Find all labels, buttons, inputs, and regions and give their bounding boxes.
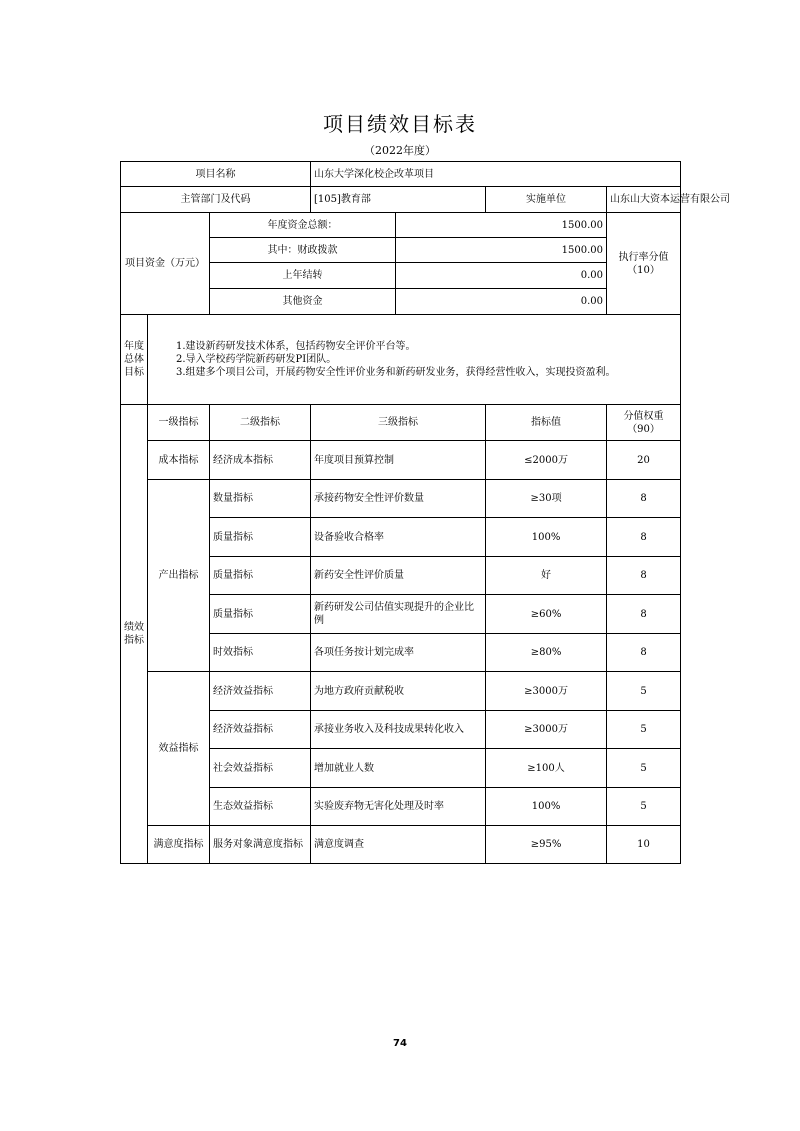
- indicator-level2: 生态效益指标: [210, 788, 311, 826]
- indicator-value: ≥30项: [486, 480, 607, 518]
- group-benefit: 效益指标: [148, 672, 210, 826]
- table-row: [121, 480, 681, 518]
- indicator-value: 100%: [486, 788, 607, 826]
- funds-label: 项目资金（万元）: [121, 213, 210, 315]
- indicator-level2: 时效指标: [210, 634, 311, 672]
- indicator-weight: 8: [607, 518, 681, 557]
- indicator-level3: 为地方政府贡献税收: [311, 672, 486, 711]
- execution-rate-label: 执行率分值: [618, 251, 669, 263]
- project-name-value: 山东大学深化校企改革项目: [311, 162, 681, 187]
- overall-goal-row: [121, 315, 681, 405]
- indicator-level2: 数量指标: [210, 480, 311, 518]
- indicator-value: 100%: [486, 518, 607, 557]
- indicator-level2: 经济成本指标: [210, 441, 311, 480]
- indicator-weight: 5: [607, 672, 681, 711]
- indicator-value: ≥3000万: [486, 672, 607, 711]
- indicator-weight: 20: [607, 441, 681, 480]
- performance-goal-table-wrapper: [120, 161, 731, 864]
- header-level3: 三级指标: [311, 405, 486, 441]
- indicator-level3: 设备验收合格率: [311, 518, 486, 557]
- indicator-weight: 5: [607, 749, 681, 788]
- indicator-weight: 10: [607, 826, 681, 864]
- indicator-level3: 新药安全性评价质量: [311, 557, 486, 595]
- indicator-level3: 承接药物安全性评价数量: [311, 480, 486, 518]
- indicator-level3: 年度项目预算控制: [311, 441, 486, 480]
- indicator-weight: 8: [607, 634, 681, 672]
- funds-fiscal-label: 其中：财政拨款: [210, 238, 396, 263]
- goal-item: 1.建设新药研发技术体系，包括药物安全评价平台等。: [176, 341, 416, 352]
- page-number: 74: [393, 1038, 407, 1049]
- funds-total-value: 1500.00: [396, 213, 607, 238]
- indicator-level3: 实验废弃物无害化处理及时率: [311, 788, 486, 826]
- header-value: 指标值: [486, 405, 607, 441]
- indicator-weight: 5: [607, 711, 681, 749]
- group-output: 产出指标: [148, 480, 210, 672]
- indicator-value: ≥80%: [486, 634, 607, 672]
- indicator-value: ≤2000万: [486, 441, 607, 480]
- indicator-level2: 质量指标: [210, 518, 311, 557]
- indicator-header-row: [121, 405, 681, 441]
- funds-total-label: 年度资金总额：: [210, 213, 396, 238]
- table-row: [121, 441, 681, 480]
- funds-carryover-value: 0.00: [396, 263, 607, 289]
- indicator-level2: 服务对象满意度指标: [210, 826, 311, 864]
- group-satisfaction: 满意度指标: [148, 826, 210, 864]
- header-level1: 一级指标: [148, 405, 210, 441]
- department-label: 主管部门及代码: [121, 187, 311, 213]
- group-cost: 成本指标: [148, 441, 210, 480]
- indicator-weight: 8: [607, 557, 681, 595]
- department-value: [105]教育部: [311, 187, 486, 213]
- indicator-level2: 社会效益指标: [210, 749, 311, 788]
- indicator-value: ≥95%: [486, 826, 607, 864]
- indicator-level3: 各项任务按计划完成率: [311, 634, 486, 672]
- indicator-value: ≥60%: [486, 595, 607, 634]
- implementing-unit-label: 实施单位: [486, 187, 607, 213]
- goal-item: 3.组建多个项目公司，开展药物安全性评价业务和新药研发业务，获得经营性收入，实现投资盈利。: [176, 367, 616, 378]
- indicator-level3: 增加就业人数: [311, 749, 486, 788]
- funds-fiscal-value: 1500.00: [396, 238, 607, 263]
- performance-goal-table: [120, 161, 731, 864]
- funds-carryover-label: 上年结转: [210, 263, 396, 289]
- execution-rate-cell: [607, 213, 681, 315]
- page-title: 项目绩效目标表: [323, 112, 477, 136]
- indicator-level2: 经济效益指标: [210, 672, 311, 711]
- overall-goal-text: [148, 315, 681, 405]
- indicator-level3: 新药研发公司估值实现提升的企业比例: [311, 595, 486, 634]
- project-name-row: [121, 162, 681, 187]
- header-level2: 二级指标: [210, 405, 311, 441]
- funds-total-row: [121, 213, 681, 238]
- indicator-value: ≥100人: [486, 749, 607, 788]
- indicator-weight: 5: [607, 788, 681, 826]
- indicators-section-label: 绩效 指标: [121, 405, 148, 864]
- project-name-label: 项目名称: [121, 162, 311, 187]
- department-row: [121, 187, 681, 213]
- goal-item: 2.导入学校药学院新药研发PI团队。: [176, 354, 337, 365]
- funds-other-label: 其他资金: [210, 289, 396, 315]
- table-row: [121, 826, 681, 864]
- table-row: [121, 672, 681, 711]
- indicator-level2: 经济效益指标: [210, 711, 311, 749]
- overall-goal-label: 年度 总体 目标: [121, 315, 148, 405]
- execution-rate-score: （10）: [627, 264, 660, 276]
- indicator-level3: 承接业务收入及科技成果转化收入: [311, 711, 486, 749]
- implementing-unit-value: 山东山大资本运营有限公司: [607, 187, 681, 213]
- indicator-level2: 质量指标: [210, 557, 311, 595]
- year-subtitle: （2022年度）: [364, 144, 436, 157]
- indicator-level2: 质量指标: [210, 595, 311, 634]
- funds-other-value: 0.00: [396, 289, 607, 315]
- indicator-value: 好: [486, 557, 607, 595]
- header-weight: 分值权重 （90）: [607, 405, 681, 441]
- indicator-level3: 满意度调查: [311, 826, 486, 864]
- indicator-weight: 8: [607, 480, 681, 518]
- indicator-value: ≥3000万: [486, 711, 607, 749]
- indicator-weight: 8: [607, 595, 681, 634]
